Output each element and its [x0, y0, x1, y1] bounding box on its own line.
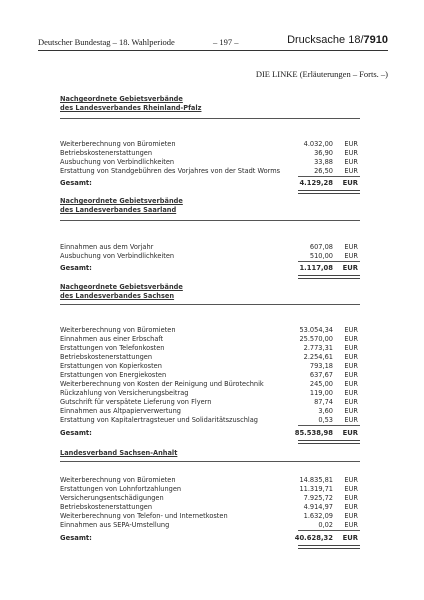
row-label: Weiterberechnung von Telefon- und Internetkosten — [60, 512, 228, 520]
row-currency: EUR — [344, 494, 358, 502]
table-row — [60, 251, 360, 261]
sum-line — [298, 176, 360, 177]
row-currency: EUR — [344, 380, 358, 388]
row-amount: 0,53 — [318, 416, 333, 424]
row-amount: 33,88 — [314, 158, 333, 166]
total-row — [60, 263, 360, 274]
total-row — [60, 178, 360, 189]
row-label: Erstattungen von Energiekosten — [60, 371, 167, 379]
row-label: Betriebskostenerstattungen — [60, 503, 153, 511]
document-number-value: 7910 — [363, 34, 388, 46]
row-amount: 26,50 — [314, 167, 333, 175]
total-label: Gesamt: — [60, 534, 92, 542]
row-amount: 87,74 — [314, 398, 333, 406]
row-currency: EUR — [344, 158, 358, 166]
document-number — [287, 34, 388, 46]
row-label: Erstattungen von Telefonkosten — [60, 344, 165, 352]
row-amount: 53.054,34 — [299, 326, 333, 334]
sum-line — [298, 261, 360, 262]
row-currency: EUR — [344, 353, 358, 361]
row-amount: 0,02 — [318, 521, 333, 529]
row-amount: 4.914,97 — [303, 503, 333, 511]
row-currency: EUR — [344, 243, 358, 251]
row-label: Betriebskostenerstattungen — [60, 353, 153, 361]
row-amount: 11.319,71 — [299, 485, 333, 493]
section-title — [60, 197, 360, 215]
sum-line — [298, 425, 360, 426]
row-amount: 607,08 — [309, 243, 333, 251]
row-label: Rückzahlung von Versicherungsbeitrag — [60, 389, 189, 397]
total-currency: EUR — [342, 534, 358, 542]
row-currency: EUR — [344, 326, 358, 334]
section-subheader: DIE LINKE (Erläuterungen – Forts. –) — [255, 69, 388, 79]
row-label: Betriebskostenerstattungen — [60, 149, 153, 157]
total-label: Gesamt: — [60, 179, 92, 187]
section-title-line: des Landesverbandes Saarland — [60, 206, 177, 214]
double-underline — [298, 190, 360, 194]
row-amount: 7.925,72 — [303, 494, 333, 502]
row-currency: EUR — [344, 344, 358, 352]
row-currency: EUR — [344, 416, 358, 424]
row-label: Versicherungsentschädigungen — [60, 494, 164, 502]
row-currency: EUR — [344, 485, 358, 493]
section-title-line: des Landesverbandes Rheinland-Pfalz — [60, 104, 202, 112]
section-saarland — [60, 197, 360, 272]
total-currency: EUR — [342, 179, 358, 187]
table-row — [60, 415, 360, 425]
row-currency: EUR — [344, 521, 358, 529]
page-header — [38, 34, 388, 51]
row-amount: 4.032,00 — [303, 140, 333, 148]
section-title-line: des Landesverbandes Sachsen — [60, 292, 175, 300]
row-label: Erstattungen von Lohnfortzahlungen — [60, 485, 182, 493]
section-title-line: Landesverband Sachsen-Anhalt — [60, 449, 178, 457]
total-row — [60, 533, 360, 544]
total-amount: 85.538,98 — [294, 429, 333, 437]
row-label: Ausbuchung von Verbindlichkeiten — [60, 252, 175, 260]
row-currency: EUR — [344, 362, 358, 370]
row-currency: EUR — [344, 512, 358, 520]
section-rule — [60, 461, 360, 462]
row-currency: EUR — [344, 476, 358, 484]
section-rule — [60, 118, 360, 119]
total-amount: 40.628,32 — [294, 534, 333, 542]
row-currency: EUR — [344, 149, 358, 157]
row-label: Weiterberechnung von Büromieten — [60, 140, 176, 148]
row-amount: 245,00 — [309, 380, 333, 388]
row-amount: 3,60 — [318, 407, 333, 415]
row-amount: 25.570,00 — [299, 335, 333, 343]
row-amount: 2.254,61 — [303, 353, 333, 361]
total-amount: 4.129,28 — [299, 179, 333, 187]
row-label: Erstattung von Standgebühren des Vorjahres von der Stadt Worms — [60, 167, 281, 175]
row-label: Weiterberechnung von Büromieten — [60, 476, 176, 484]
row-label: Einnahmen aus Altpapierverwertung — [60, 407, 181, 415]
header-parliament: Deutscher Bundestag – 18. Wahlperiode — [38, 37, 175, 47]
row-label: Gutschrift für verspätete Lieferung von Flyern — [60, 398, 212, 406]
row-amount: 14.835,81 — [299, 476, 333, 484]
total-label: Gesamt: — [60, 429, 92, 437]
section-title — [60, 95, 360, 113]
double-underline — [298, 275, 360, 279]
row-currency: EUR — [344, 389, 358, 397]
section-title-line: Nachgeordnete Gebietsverbände — [60, 197, 183, 205]
section-rheinland-pfalz — [60, 95, 360, 187]
row-amount: 119,00 — [309, 389, 333, 397]
document-number-label: Drucksache 18/ — [287, 34, 364, 46]
row-amount: 1.632,09 — [303, 512, 333, 520]
total-currency: EUR — [342, 264, 358, 272]
double-underline — [298, 545, 360, 549]
section-sachsen-anhalt — [60, 449, 360, 542]
row-label: Ausbuchung von Verbindlichkeiten — [60, 158, 175, 166]
section-title-line: Nachgeordnete Gebietsverbände — [60, 283, 183, 291]
total-amount: 1.117,08 — [299, 264, 333, 272]
row-currency: EUR — [344, 407, 358, 415]
row-label: Weiterberechnung von Büromieten — [60, 326, 176, 334]
row-currency: EUR — [344, 252, 358, 260]
total-row — [60, 428, 360, 439]
row-amount: 510,00 — [309, 252, 333, 260]
row-label: Erstattungen von Kopierkosten — [60, 362, 162, 370]
section-sachsen — [60, 283, 360, 437]
row-currency: EUR — [344, 140, 358, 148]
section-title — [60, 283, 360, 301]
page-number: – 197 – — [213, 37, 239, 47]
row-currency: EUR — [344, 335, 358, 343]
row-amount: 637,67 — [309, 371, 333, 379]
row-label: Einnahmen aus einer Erbschaft — [60, 335, 164, 343]
row-amount: 2.773,31 — [303, 344, 333, 352]
total-label: Gesamt: — [60, 264, 92, 272]
row-currency: EUR — [344, 167, 358, 175]
row-amount: 36,90 — [314, 149, 333, 157]
row-amount: 793,18 — [309, 362, 333, 370]
row-currency: EUR — [344, 503, 358, 511]
total-currency: EUR — [342, 429, 358, 437]
section-title — [60, 449, 360, 458]
row-currency: EUR — [344, 371, 358, 379]
sum-line — [298, 530, 360, 531]
double-underline — [298, 440, 360, 444]
section-rule — [60, 304, 360, 305]
row-label: Einnahmen aus SEPA-Umstellung — [60, 521, 170, 529]
row-label: Einnahmen aus dem Vorjahr — [60, 243, 154, 251]
section-title-line: Nachgeordnete Gebietsverbände — [60, 95, 183, 103]
row-currency: EUR — [344, 398, 358, 406]
table-row — [60, 166, 360, 176]
table-row — [60, 520, 360, 530]
section-rule — [60, 220, 360, 221]
row-label: Erstattung von Kapitalertragsteuer und Solidaritätszuschlag — [60, 416, 258, 424]
row-label: Weiterberechnung von Kosten der Reinigung und Bürotechnik — [60, 380, 264, 388]
